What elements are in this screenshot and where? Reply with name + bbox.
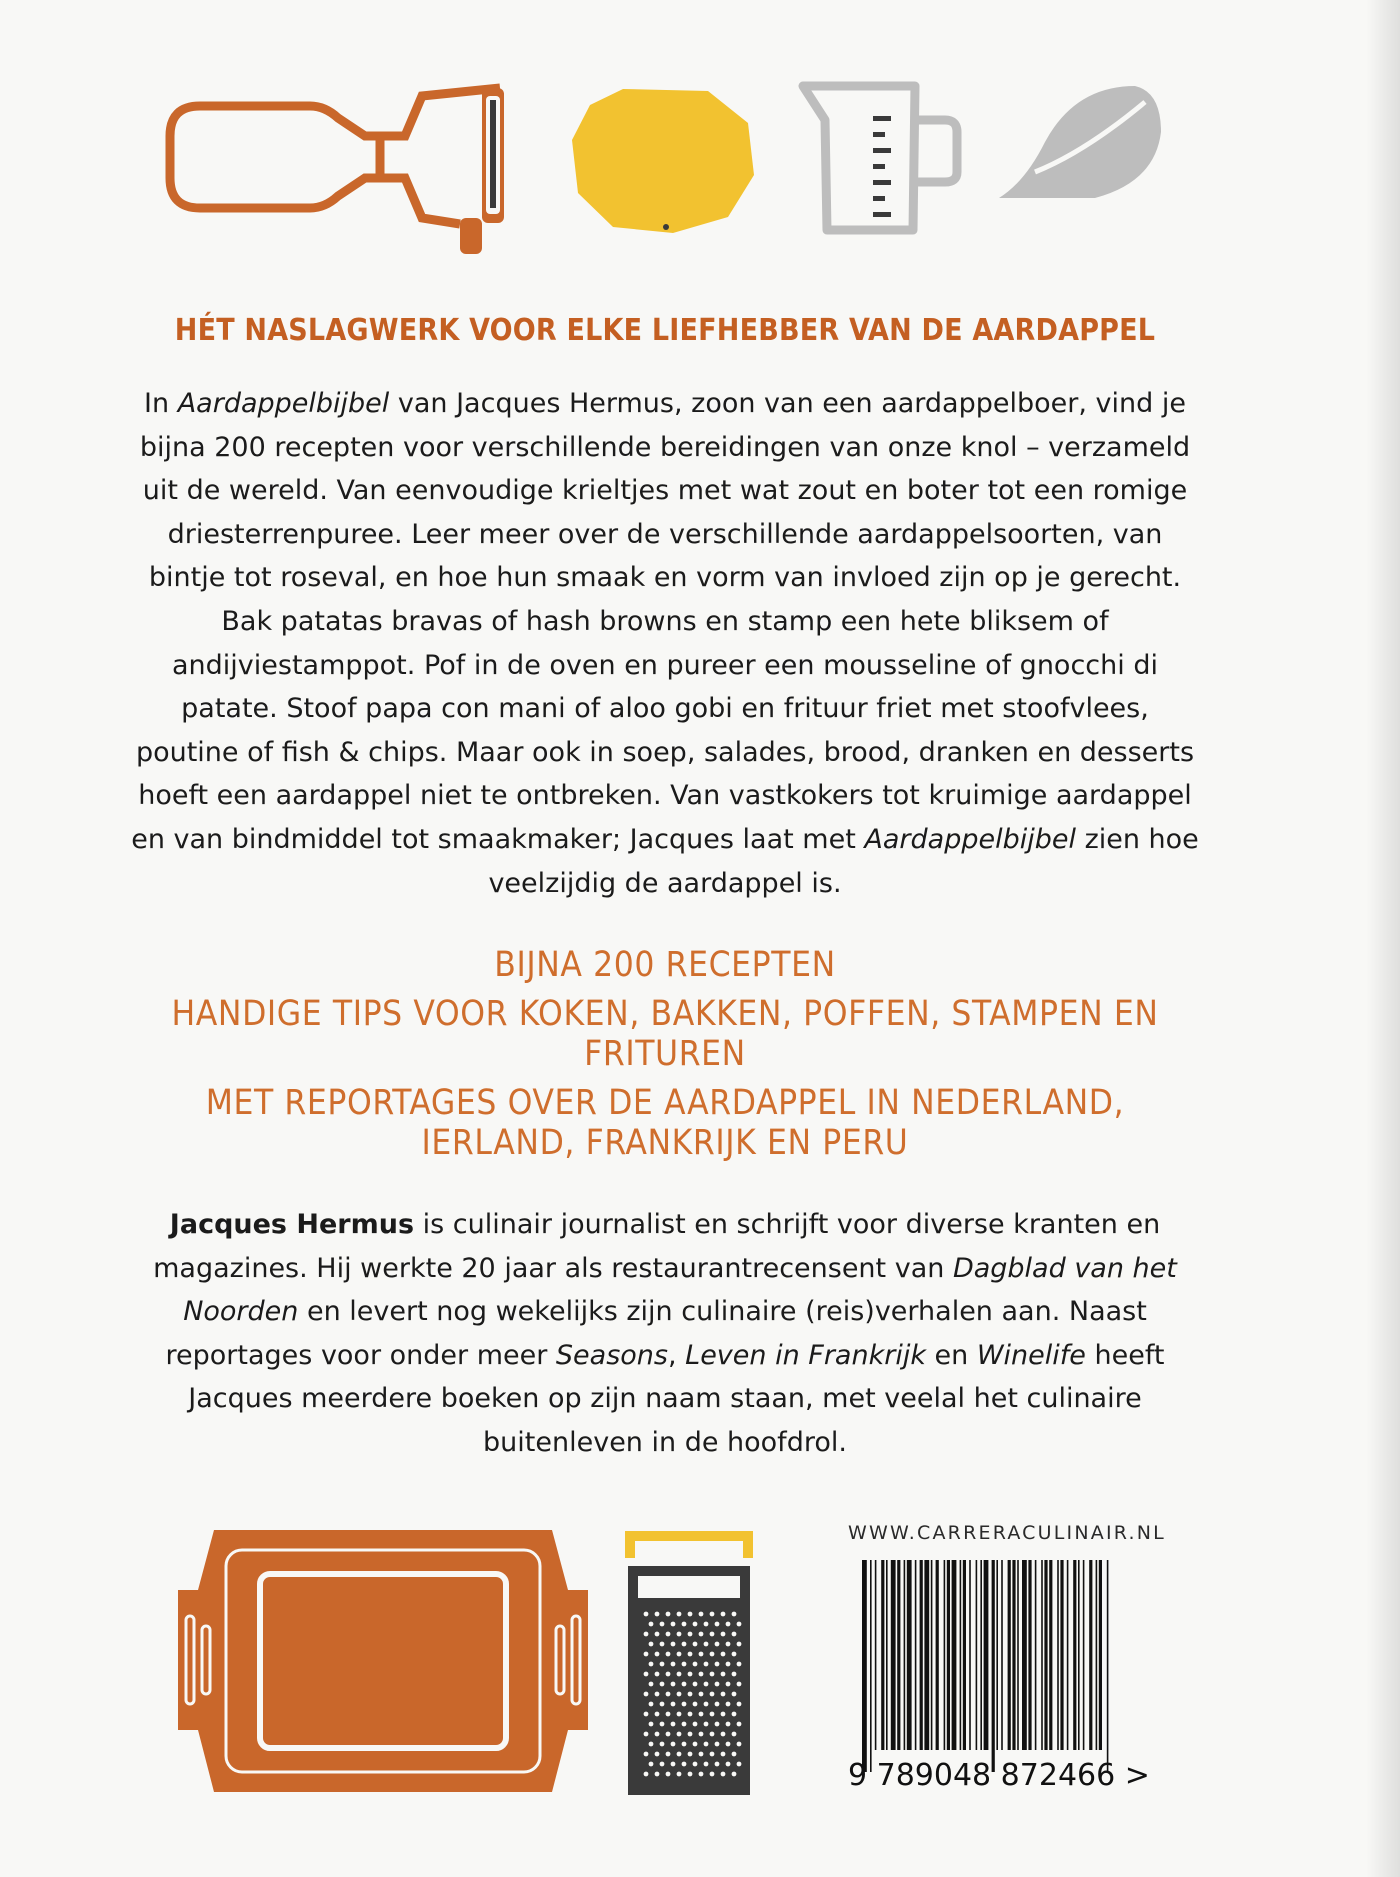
description-paragraph	[130, 382, 1200, 905]
peeler-icon	[160, 78, 530, 258]
blurb-text: zien hoe veelzijdig de aardappel is.	[488, 823, 1199, 899]
feature-list	[150, 945, 1180, 1172]
potato-icon	[568, 85, 760, 235]
publication-italic: Leven in Frankrijk	[685, 1339, 926, 1371]
mixing-bowl-icon	[995, 82, 1165, 202]
publication-italic: Winelife	[976, 1339, 1086, 1371]
baking-tray-icon	[178, 1530, 588, 1792]
isbn-digits: 9 789048 872466 >	[848, 1758, 1150, 1793]
feature-item: MET REPORTAGES OVER DE AARDAPPEL IN NEDERLAND, IERLAND, FRANKRIJK EN PERU	[205, 1083, 1125, 1163]
bio-text: heeft Jacques meerdere boeken op zijn naam staan, met veelal het culinaire buitenleven in de hoofdrol.	[188, 1339, 1165, 1458]
bio-text: en levert nog wekelijks zijn culinaire (reis)verhalen aan. Naast reportages voor onder meer	[165, 1296, 1147, 1371]
barcode	[848, 1560, 1168, 1780]
book-title-italic: Aardappelbijbel	[864, 823, 1076, 855]
publication-italic: Dagblad van het Noorden	[183, 1252, 1177, 1328]
publication-italic: Seasons	[555, 1339, 668, 1371]
headline: HÉT NASLAGWERK VOOR ELKE LIEFHEBBER VAN DE AARDAPPEL	[174, 313, 1156, 348]
bio-text: is culinair journalist en schrijft voor diverse kranten en magazines. Hij werkte 20 jaar als restaurantrecensent van	[153, 1209, 1161, 1284]
feature-item: BIJNA 200 RECEPTEN	[494, 945, 836, 985]
measuring-jug-icon	[795, 80, 965, 240]
feature-item: HANDIGE TIPS VOOR KOKEN, BAKKEN, POFFEN, STAMPEN EN FRITUREN	[171, 994, 1159, 1074]
bio-text: en	[925, 1339, 977, 1371]
page-edge-shadow	[1366, 0, 1400, 1877]
website-url[interactable]: WWW.CARRERACULINAIR.NL	[848, 1522, 1166, 1544]
author-bio	[140, 1203, 1190, 1465]
bio-text: ,	[667, 1339, 686, 1371]
author-name: Jacques Hermus	[169, 1209, 415, 1240]
blurb-text: van Jacques Hermus, zoon van een aardappelboer, vind je bijna 200 recepten voor verschillende bereidingen van onze knol – verzameld uit de wereld. Van eenvoudige krieltjes met wat zout en boter tot een romige driesterrenpuree. Leer meer over de verschillende aardappelsoorten, van bintje tot roseval, en hoe hun smaak en vorm van invloed zijn op je gerecht. Bak patatas bravas of hash browns en stamp een hete bliksem of andijviestamppot. Pof in de oven en pureer een mousseline of gnocchi di patate. Stoof papa con mani of aloo gobi en frituur friet met stoofvlees, poutine of fish & chips. Maar ook in soep, salades, brood, dranken en desserts hoeft een aardappel niet te ontbreken. Van vastkokers tot kruimige aardappel en van bindmiddel tot smaakmaker; Jacques laat met	[131, 388, 1195, 855]
grater-icon	[624, 1528, 754, 1795]
book-title-italic: Aardappelbijbel	[177, 388, 390, 419]
blurb-text: In	[144, 388, 178, 419]
